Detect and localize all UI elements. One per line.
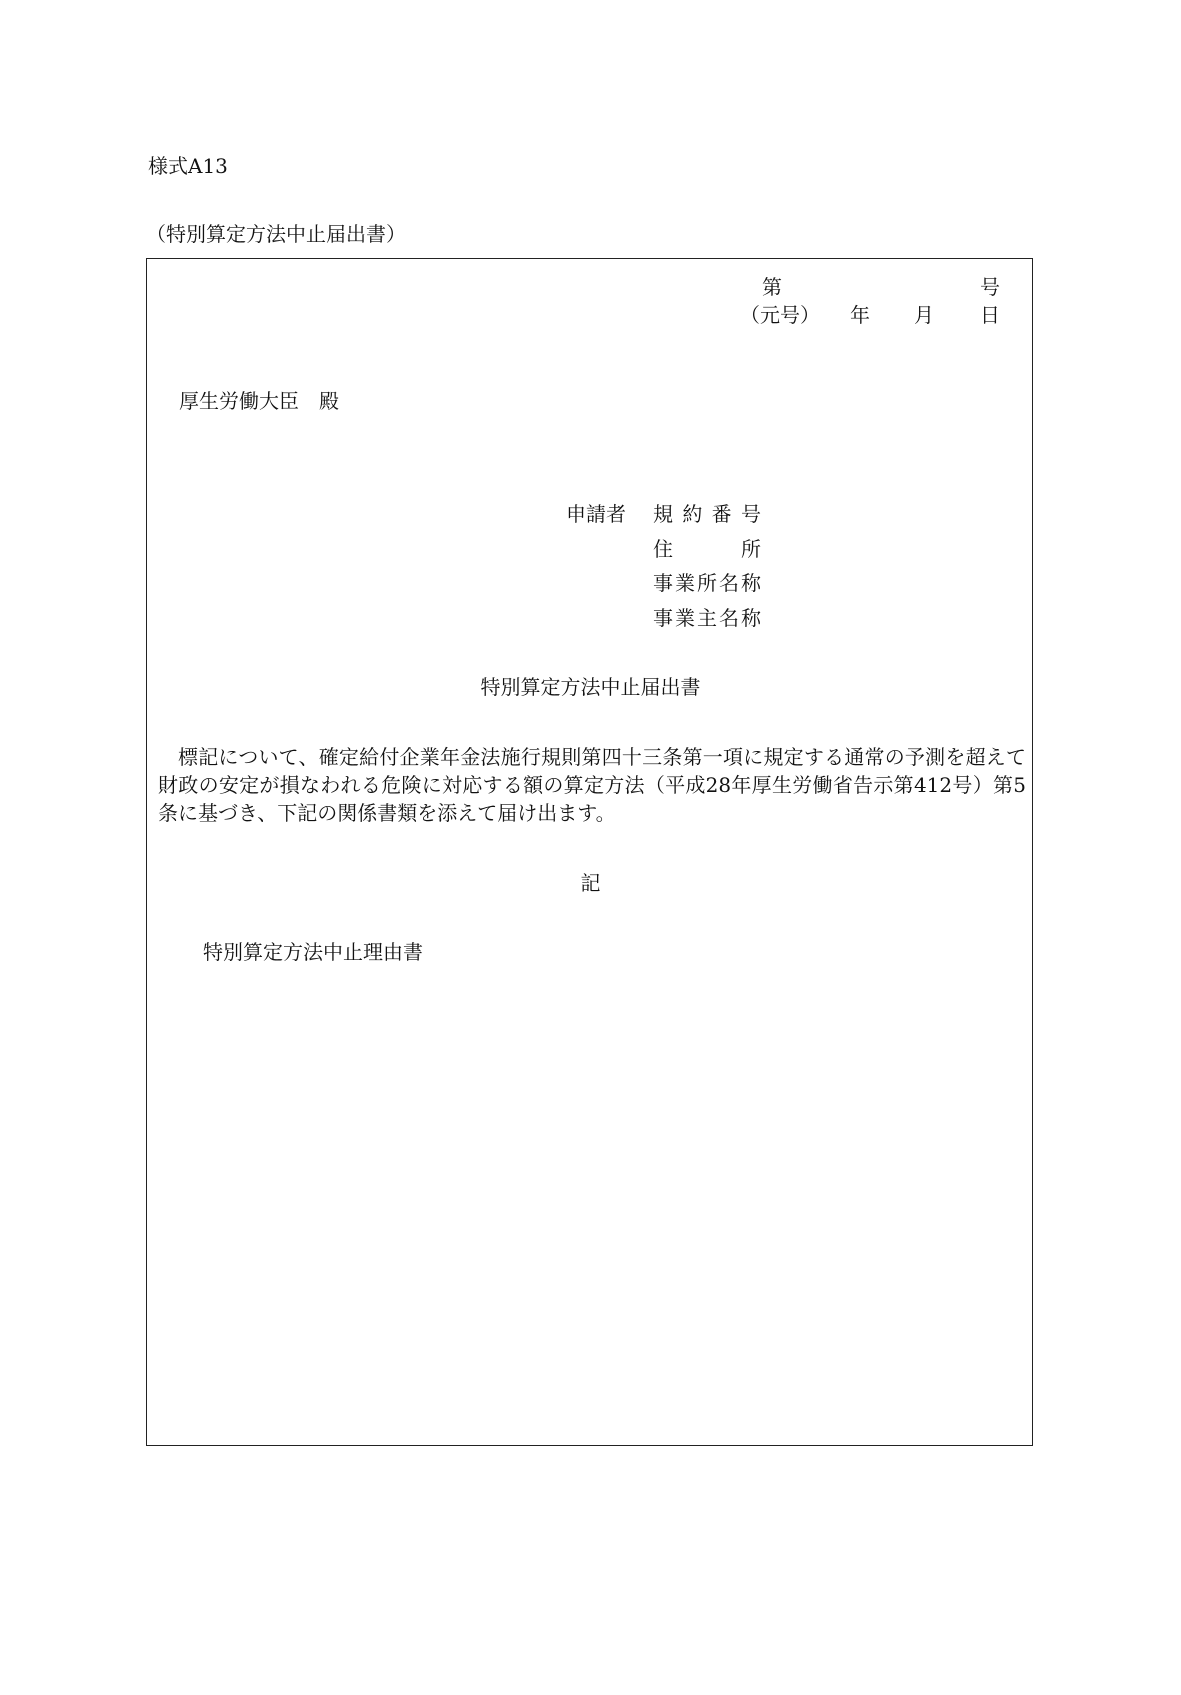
field-office-name: 事業所名称: [653, 571, 761, 595]
number-prefix: 第: [762, 275, 782, 299]
applicant-label: 申請者: [566, 502, 626, 526]
date-year: 年: [850, 303, 870, 327]
attachment-item: 特別算定方法中止理由書: [203, 940, 423, 964]
number-suffix: 号: [980, 275, 1000, 299]
form-box: [146, 258, 1033, 1446]
date-month: 月: [914, 303, 934, 327]
field-agreement-number: 規約番号: [653, 502, 761, 526]
document-title: 特別算定方法中止届出書: [480, 675, 701, 699]
date-era: （元号）: [740, 303, 820, 327]
form-id: 様式A13: [148, 154, 228, 178]
ki-heading: 記: [580, 871, 601, 895]
body-paragraph: 標記について、確定給付企業年金法施行規則第四十三条第一項に規定する通常の予測を超えて財政の安定が損なわれる危険に対応する額の算定方法（平成28年厚生労働省告示第412号）第5条に基づき、下記の関係書類を添えて届け出ます。: [158, 745, 1026, 825]
field-employer-name: 事業主名称: [653, 606, 761, 630]
field-address: 住所: [653, 537, 761, 561]
addressee: 厚生労働大臣 殿: [179, 389, 339, 413]
date-day: 日: [980, 303, 1000, 327]
form-caption: （特別算定方法中止届出書）: [146, 222, 406, 246]
